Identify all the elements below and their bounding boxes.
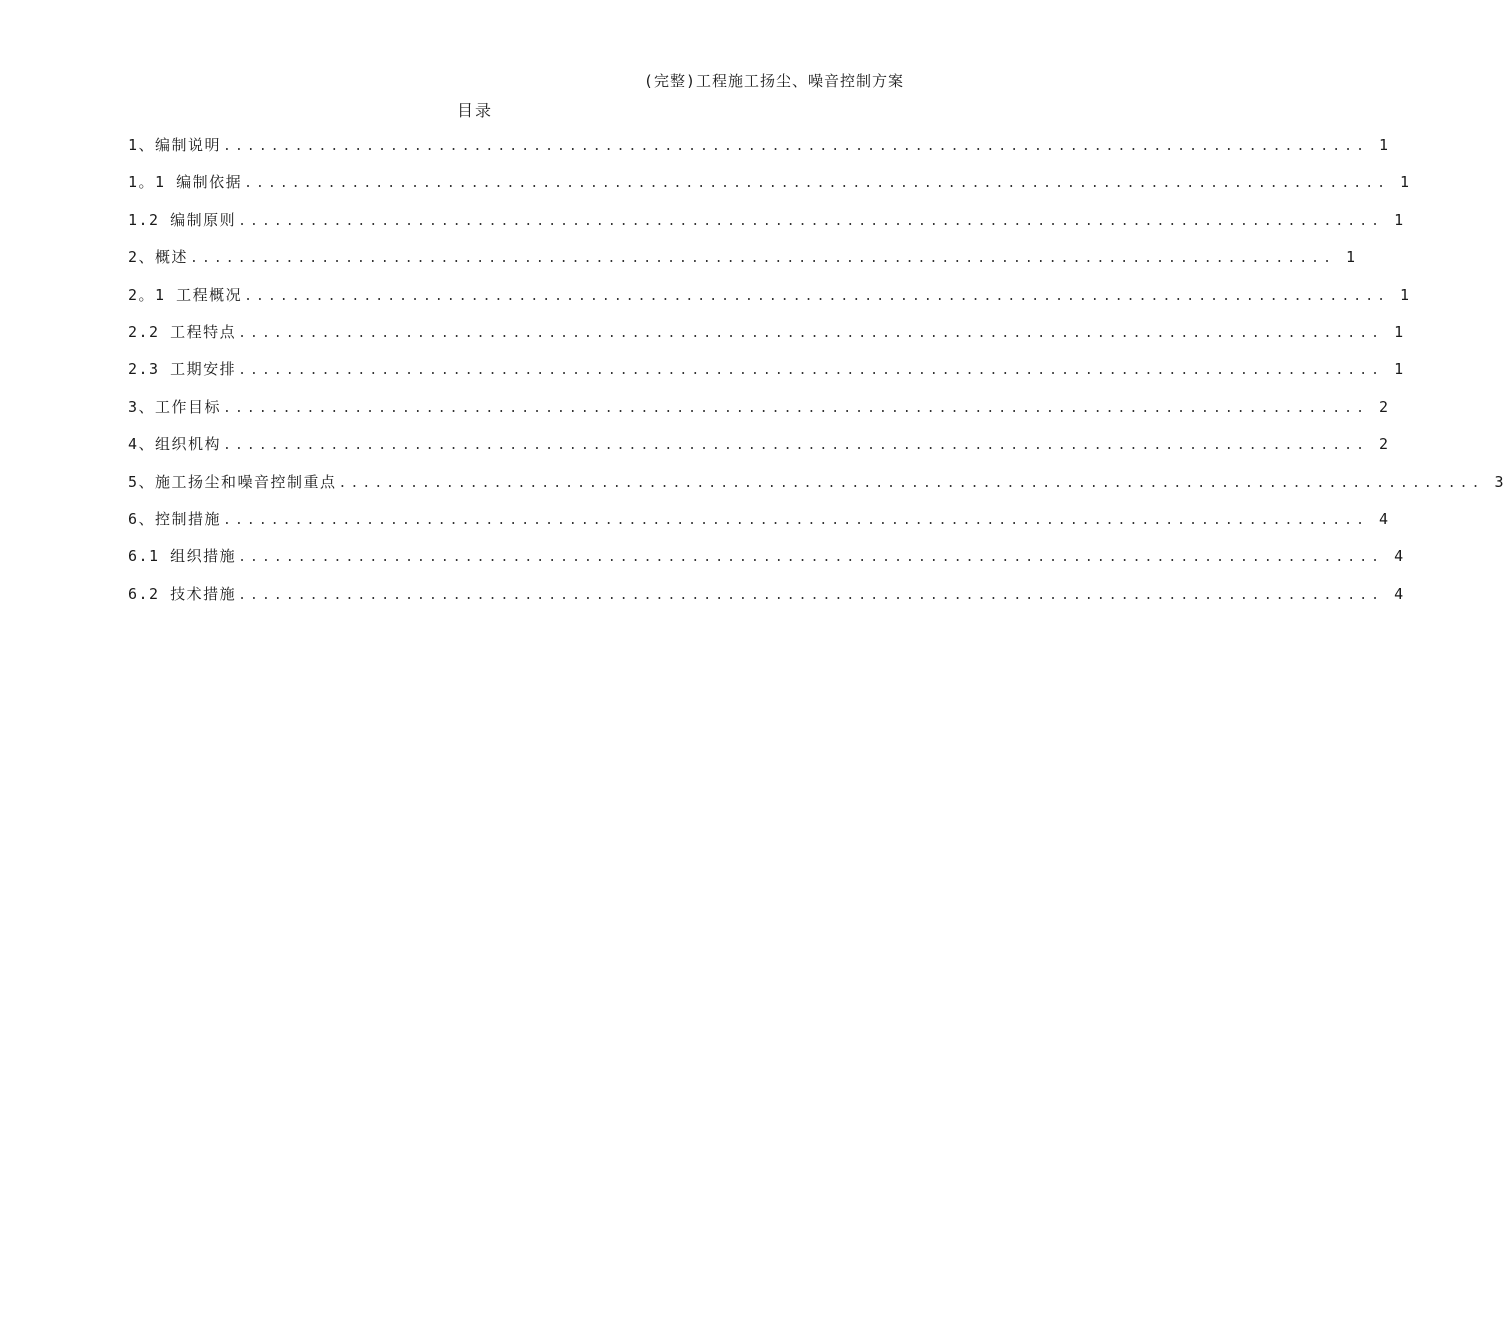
toc-entry[interactable] bbox=[128, 541, 1404, 578]
toc-entry-page: 1 bbox=[1378, 136, 1389, 154]
toc-entry[interactable] bbox=[128, 130, 1389, 167]
toc-entry-label: 2。1 工程概况 bbox=[128, 285, 243, 304]
toc-entry-page: 4 bbox=[1394, 584, 1404, 603]
toc-leader-dots: ................................................................................................ bbox=[244, 288, 1390, 304]
toc-entry-label: 5、施工扬尘和噪音控制重点 bbox=[128, 472, 337, 491]
table-of-contents bbox=[128, 130, 1504, 616]
toc-entry-page: 1 bbox=[1394, 210, 1404, 229]
toc-entry-page: 2 bbox=[1378, 435, 1389, 454]
toc-entry[interactable] bbox=[128, 167, 1410, 204]
toc-entry[interactable] bbox=[128, 205, 1404, 242]
toc-entry[interactable] bbox=[128, 354, 1404, 391]
toc-entry-label: 1.2 编制原则 bbox=[128, 210, 237, 229]
toc-entry-page: 2 bbox=[1378, 397, 1389, 416]
toc-entry-label: 4、组织机构 bbox=[128, 435, 222, 454]
toc-entry[interactable] bbox=[128, 504, 1389, 541]
toc-entry[interactable] bbox=[128, 317, 1404, 354]
toc-entry[interactable] bbox=[128, 242, 1355, 279]
toc-entry-page: 1 bbox=[1394, 322, 1404, 341]
toc-entry-page: 1 bbox=[1345, 248, 1355, 267]
toc-entry[interactable] bbox=[128, 467, 1504, 504]
toc-leader-dots: ................................................................................................ bbox=[238, 213, 1384, 229]
toc-leader-dots: ................................................................................................ bbox=[338, 475, 1484, 491]
toc-entry-label: 2.2 工程特点 bbox=[128, 322, 237, 341]
toc-entry-page: 4 bbox=[1394, 547, 1404, 566]
toc-entry-label: 6.2 技术措施 bbox=[128, 584, 237, 603]
toc-entry-label: 3、工作目标 bbox=[128, 397, 222, 416]
toc-leader-dots: ................................................................................................ bbox=[244, 176, 1390, 192]
toc-entry-label: 2.3 工期安排 bbox=[128, 360, 237, 379]
toc-entry[interactable] bbox=[128, 429, 1389, 466]
toc-entry-label: 1。1 编制依据 bbox=[128, 173, 243, 192]
toc-leader-dots: ................................................................................................ bbox=[238, 587, 1384, 603]
toc-leader-dots: ................................................................................................ bbox=[223, 139, 1369, 154]
toc-leader-dots: ................................................................................................ bbox=[238, 325, 1384, 341]
toc-leader-dots: ................................................................................................ bbox=[190, 251, 1335, 267]
toc-entry[interactable] bbox=[128, 579, 1404, 616]
toc-entry-label: 1、编制说明 bbox=[128, 136, 222, 154]
toc-leader-dots: ................................................................................................ bbox=[223, 400, 1369, 416]
toc-entry[interactable] bbox=[128, 280, 1410, 317]
toc-leader-dots: ................................................................................................ bbox=[238, 550, 1384, 566]
toc-leader-dots: ................................................................................................ bbox=[223, 438, 1369, 454]
toc-entry-page: 3 bbox=[1494, 472, 1504, 491]
document-header-title: (完整)工程施工扬尘、噪音控制方案 bbox=[643, 72, 904, 90]
toc-entry-label: 6、控制措施 bbox=[128, 509, 222, 528]
toc-entry-page: 1 bbox=[1400, 173, 1410, 192]
toc-entry-page: 1 bbox=[1400, 285, 1410, 304]
toc-leader-dots: ................................................................................................ bbox=[223, 512, 1369, 528]
toc-entry-label: 6.1 组织措施 bbox=[128, 547, 237, 566]
toc-title: 目录 bbox=[456, 101, 493, 120]
toc-entry-label: 2、概述 bbox=[128, 248, 189, 267]
toc-entry-page: 4 bbox=[1378, 509, 1389, 528]
toc-entry[interactable] bbox=[128, 392, 1389, 429]
toc-entry-page: 1 bbox=[1394, 360, 1404, 379]
toc-leader-dots: ................................................................................................ bbox=[238, 363, 1384, 379]
